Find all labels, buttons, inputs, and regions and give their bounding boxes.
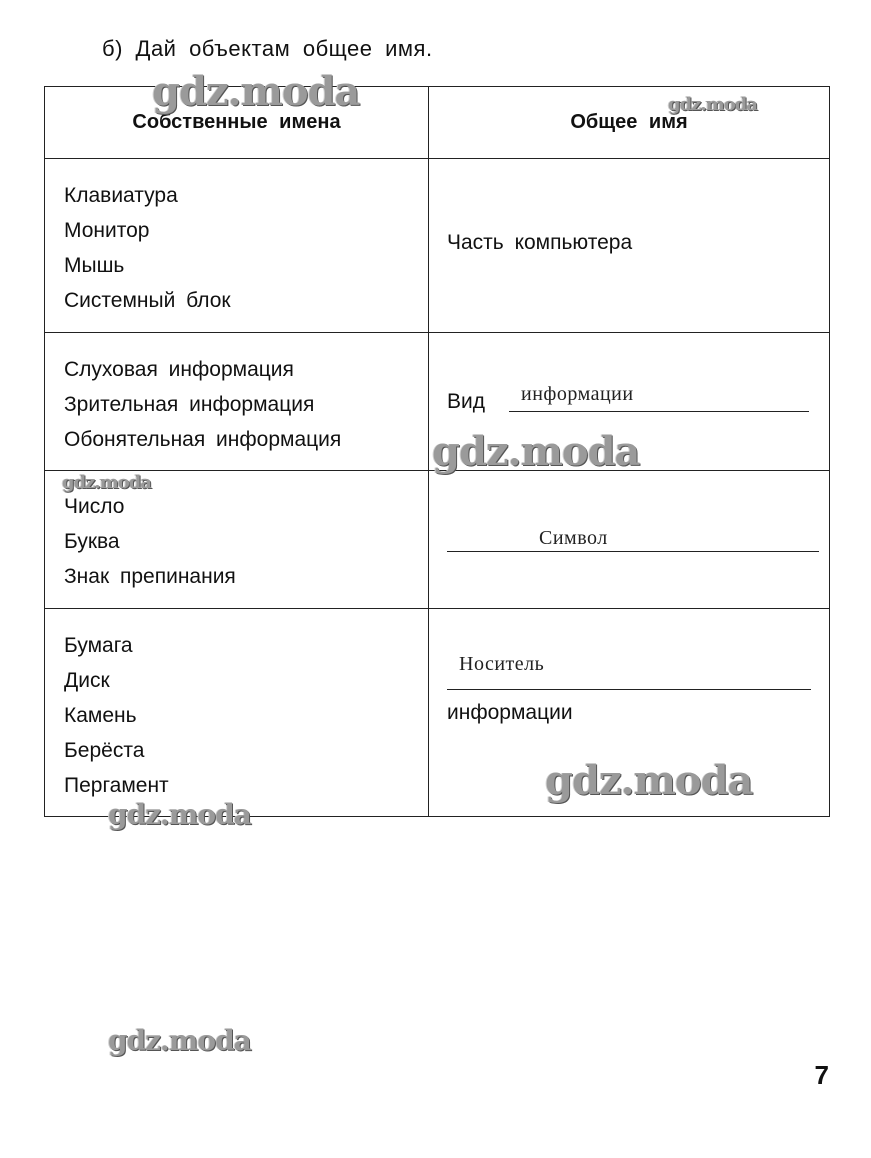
handwritten-answer: Носитель: [459, 653, 545, 675]
watermark: gdz.moda: [62, 472, 151, 493]
list-item: Знак препинания: [64, 565, 236, 588]
answer-line: [447, 689, 811, 690]
list-item: Число: [64, 495, 125, 518]
list-item: Буква: [64, 530, 120, 553]
list-item: Клавиатура: [64, 184, 178, 207]
task-text: б) Дай объектам общее имя.: [102, 36, 433, 61]
list-item: Камень: [64, 704, 137, 727]
watermark: gdz.moda: [432, 428, 640, 475]
general-name-text: Часть компьютера: [447, 231, 633, 254]
handwritten-answer: информации: [521, 383, 634, 405]
list-item: Пергамент: [64, 774, 169, 797]
general-name-cell: [429, 159, 830, 333]
list-item: Системный блок: [64, 289, 231, 312]
proper-names-list: [45, 159, 428, 318]
watermark: gdz.moda: [108, 798, 251, 831]
proper-names-cell: [45, 159, 429, 333]
handwritten-answer: Символ: [539, 527, 608, 549]
header-proper-names: Собственные имена: [45, 87, 429, 159]
list-item: Бумага: [64, 634, 133, 657]
proper-names-cell: [45, 333, 429, 471]
list-item: Монитор: [64, 219, 150, 242]
answer-line: [509, 411, 809, 412]
watermark: gdz.moda: [108, 1024, 251, 1057]
general-name-prefix: Вид: [447, 390, 485, 413]
watermark: gdz.moda: [668, 94, 757, 115]
general-name-suffix: информации: [447, 701, 573, 724]
list-item: Диск: [64, 669, 110, 692]
list-item: Мышь: [64, 254, 125, 277]
list-item: Зрительная информация: [64, 393, 315, 416]
watermark: gdz.moda: [545, 757, 753, 804]
proper-names-list: [45, 609, 428, 803]
table-row: [45, 471, 830, 609]
table-row: [45, 159, 830, 333]
proper-names-cell: [45, 609, 429, 817]
list-item: Берёста: [64, 739, 145, 762]
header-general-name: Общее имя: [429, 87, 830, 159]
proper-names-list: [45, 333, 428, 457]
answer-line: [447, 551, 819, 552]
page-number: 7: [814, 1060, 829, 1090]
general-name-cell: [429, 471, 830, 609]
list-item: Слуховая информация: [64, 358, 294, 381]
watermark: gdz.moda: [152, 68, 360, 115]
list-item: Обонятельная информация: [64, 428, 342, 451]
